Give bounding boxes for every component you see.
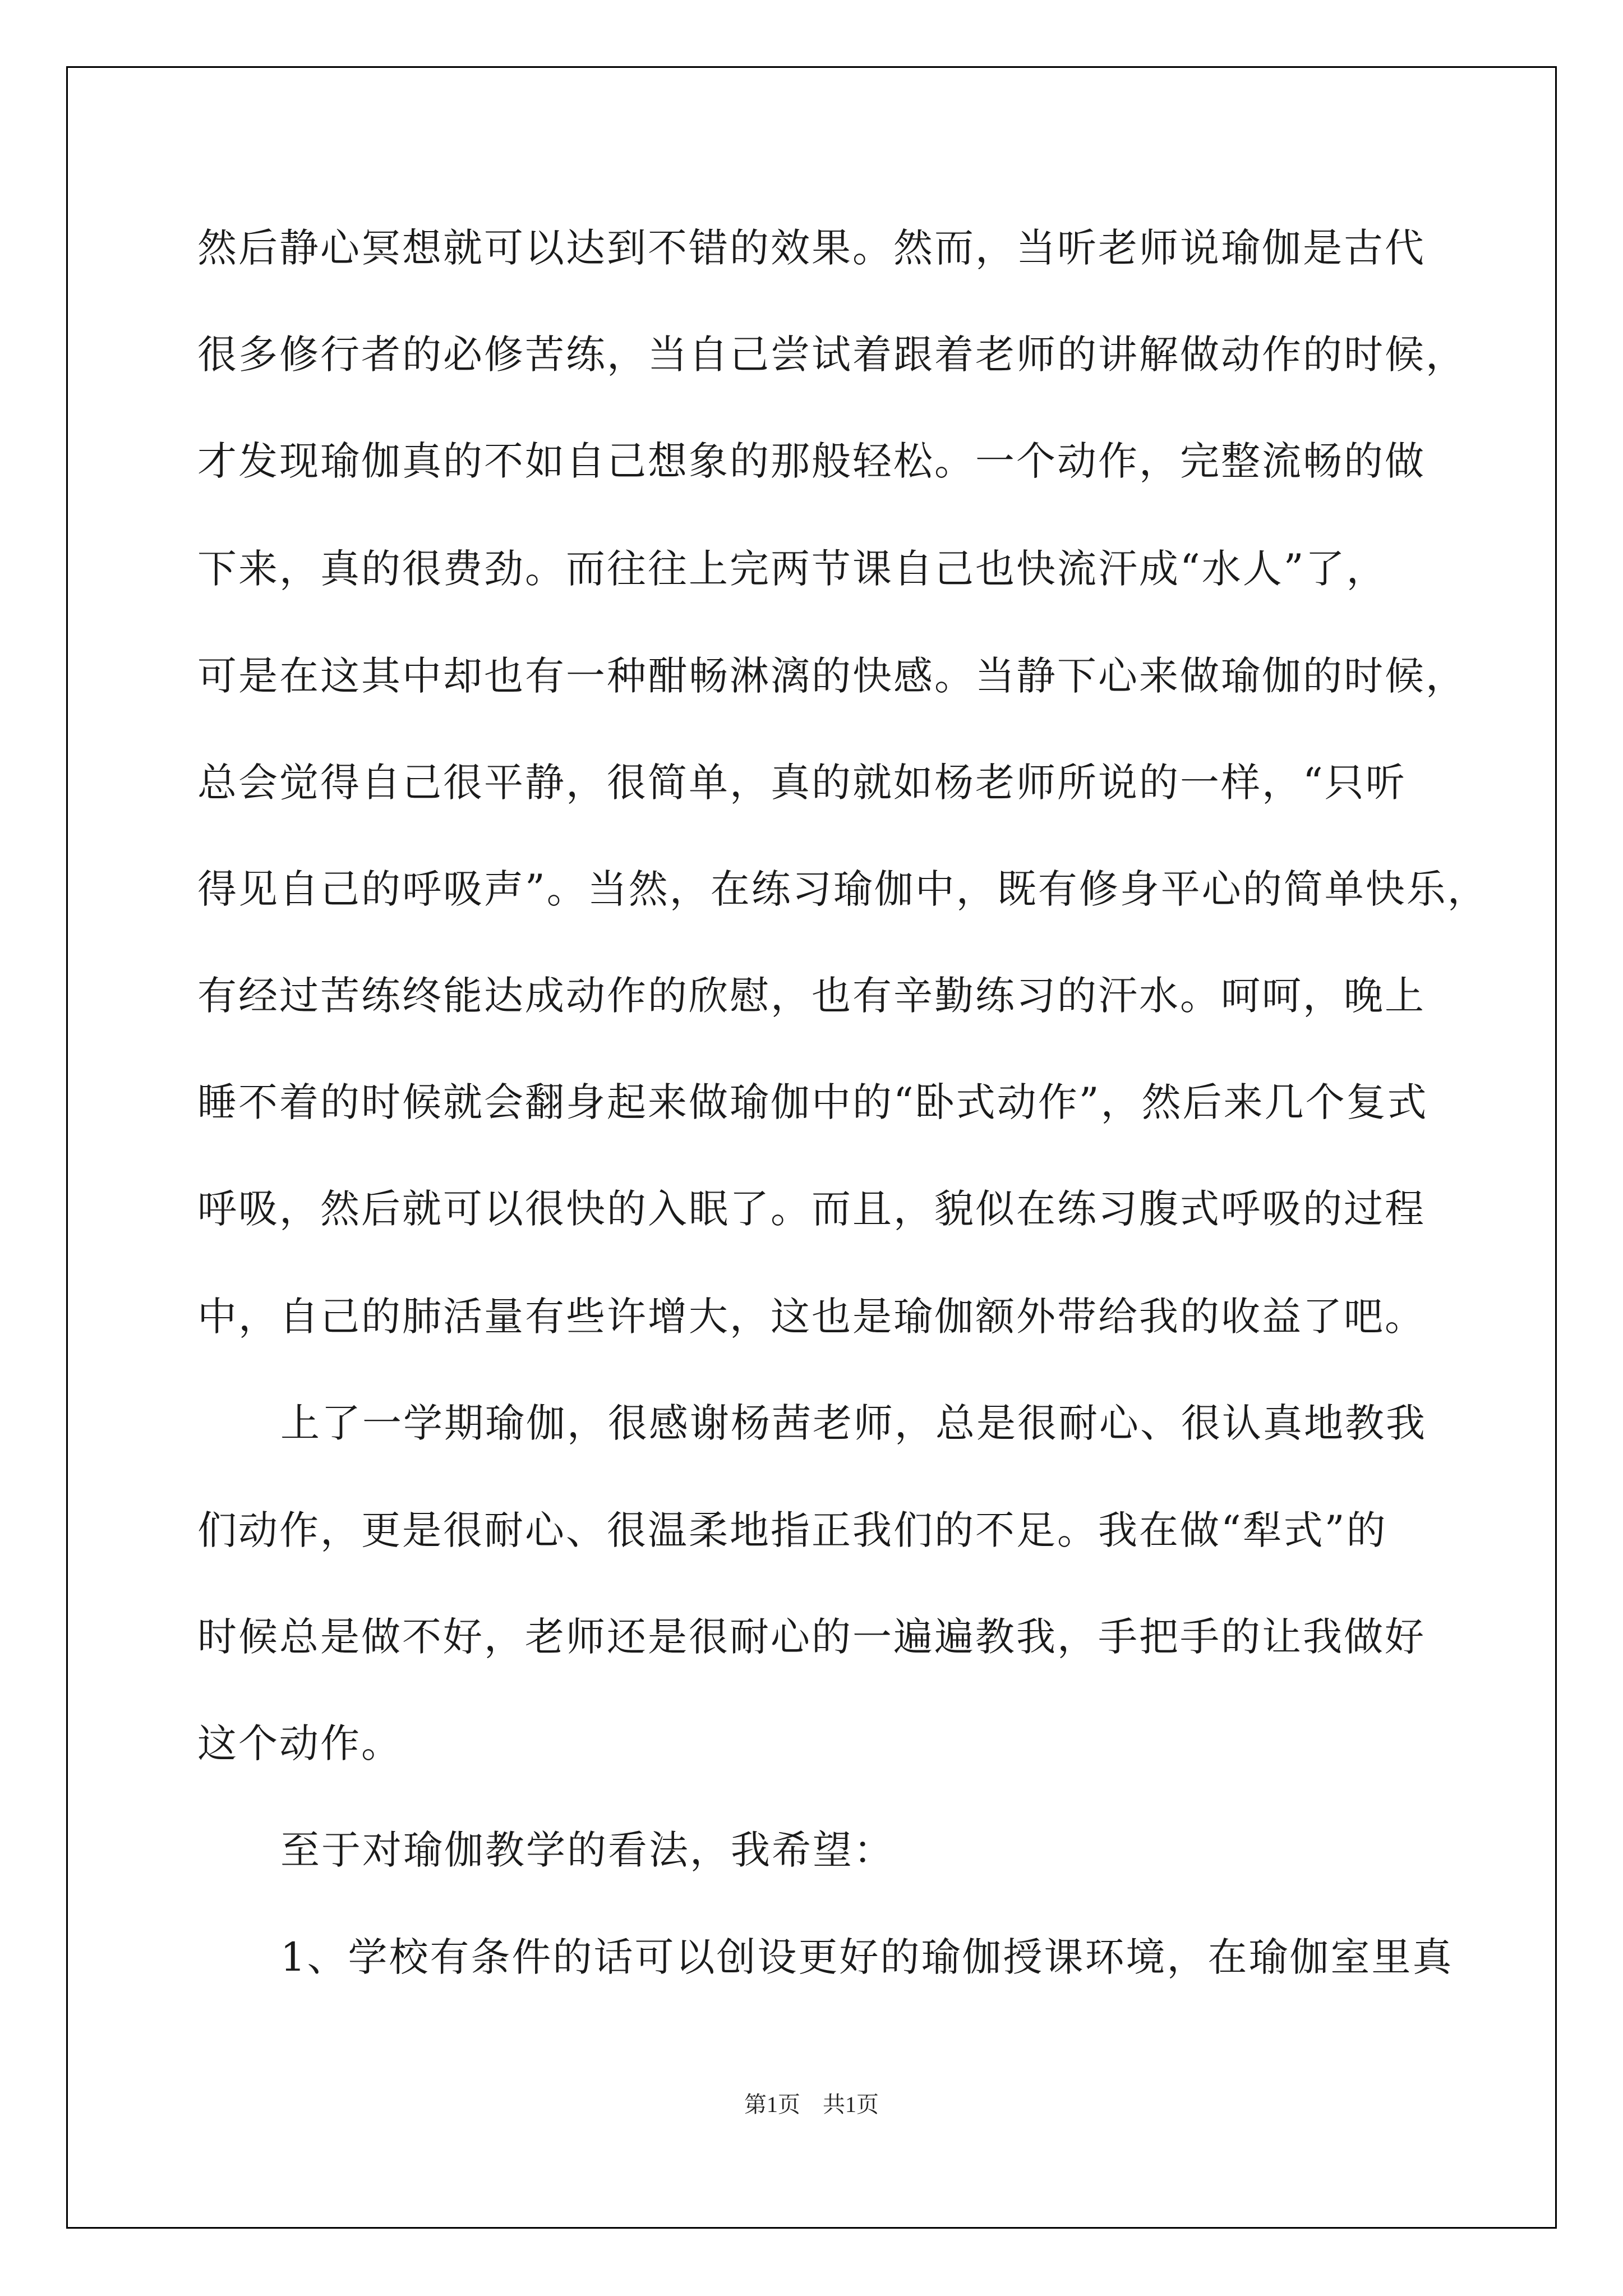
text-line: 总会觉得自己很平静，很简单，真的就如杨老师所说的一样，“只听: [197, 760, 1407, 806]
paragraph-first-line: 至于对瑜伽教学的看法，我希望：: [280, 1827, 895, 1873]
text-line: 得见自己的呼吸声”。当然，在练习瑜伽中，既有修身平心的简单快乐，: [197, 866, 1488, 912]
text-line: 呼吸，然后就可以很快的入眠了。而且，貌似在练习腹式呼吸的过程: [197, 1186, 1426, 1232]
text-line: 然后静心冥想就可以达到不错的效果。然而，当听老师说瑜伽是古代: [197, 225, 1426, 271]
page-border: [66, 66, 1557, 2229]
paragraph-first-line: 上了一学期瑜伽，很感谢杨茜老师，总是很耐心、很认真地教我: [280, 1400, 1427, 1446]
text-line: 中，自己的肺活量有些许增大，这也是瑜伽额外带给我的收益了吧。: [197, 1294, 1426, 1340]
text-line: 下来，真的很费劲。而往往上完两节课自己也快流汗成“水人”了，: [197, 546, 1387, 592]
text-line: 时候总是做不好，老师还是很耐心的一遍遍教我，手把手的让我做好: [197, 1614, 1426, 1660]
text-line: 才发现瑜伽真的不如自己想象的那般轻松。一个动作，完整流畅的做: [197, 438, 1426, 484]
list-item-first-line: 1、学校有条件的话可以创设更好的瑜伽授课环境，在瑜伽室里真: [280, 1934, 1454, 1980]
text-line: 们动作，更是很耐心、很温柔地指正我们的不足。我在做“犁式”的: [197, 1507, 1387, 1553]
text-line: 很多修行者的必修苦练，当自己尝试着跟着老师的讲解做动作的时候，: [197, 332, 1467, 378]
text-line: 有经过苦练终能达成动作的欣慰，也有辛勤练习的汗水。呵呵，晚上: [197, 973, 1426, 1019]
page-number-footer: 第1页 共1页: [744, 2092, 879, 2117]
text-line: 睡不着的时候就会翻身起来做瑜伽中的“卧式动作”，然后来几个复式: [197, 1079, 1428, 1125]
text-line: 这个动作。: [197, 1720, 402, 1766]
text-line: 可是在这其中却也有一种酣畅淋漓的快感。当静下心来做瑜伽的时候，: [197, 653, 1467, 699]
